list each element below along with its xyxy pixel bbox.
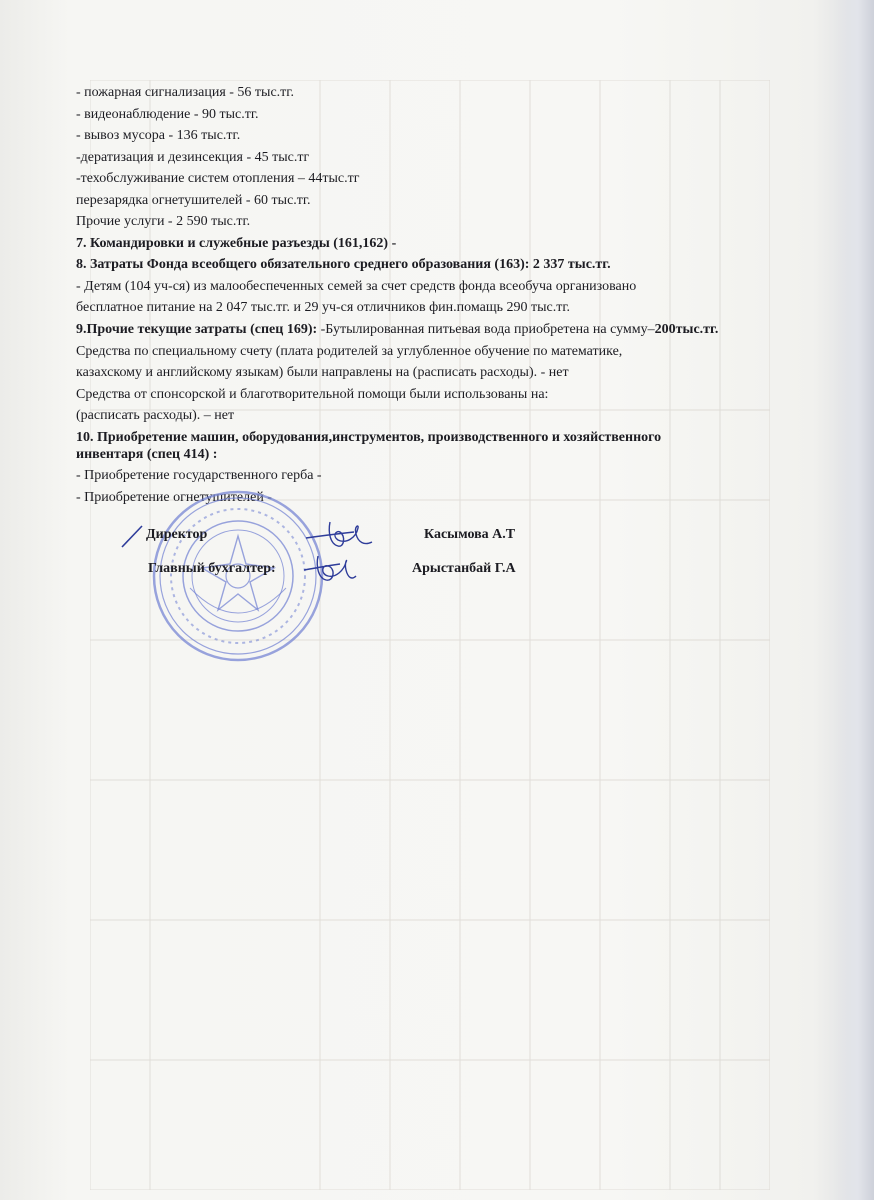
text-line-free-meals: бесплатное питание на 2 047 тыс.тг. и 29 уч-ся отличников фин.помащь 290 тыс.тг. (76, 300, 571, 315)
text-line-extinguishers: - Приобретение огнетушителей - (76, 490, 272, 505)
accountant-name: Арыстанбай Г.А (412, 561, 516, 576)
heading-business-trips: 7. Командировки и служебные разъезды (161,162) - (76, 236, 397, 251)
text-line-special-account: Средства по специальному счету (плата родителей за углубленное обучение по математике, (76, 344, 623, 359)
water-purchase-text: -Бутылированная питьевая вода приобретена на сумму– (320, 322, 655, 337)
heading-other-current-costs: 9.Прочие текущие затраты (спец 169): (76, 322, 321, 337)
director-label: Директор (146, 527, 208, 542)
text-line-heating: -техобслуживание систем отопления – 44тыс.тг (76, 171, 360, 186)
text-line-disinfection: -дератизация и дезинсекция - 45 тыс.тг (76, 150, 310, 165)
text-line-special-account-cont: казахскому и английскому языкам) были направлены на (расписать расходы). - нет (76, 365, 569, 380)
text-line-state-emblem: - Приобретение государственного герба - (76, 468, 322, 483)
heading-education-fund: 8. Затраты Фонда всеобщего обязательного среднего образования (163): 2 337 тыс.тг. (76, 257, 611, 272)
slash-mark (118, 523, 148, 554)
heading-equipment-cont: инвентаря (спец 414) : (76, 447, 218, 462)
slash-mark-glyph (118, 523, 148, 549)
text-line-other-services: Прочие услуги - 2 590 тыс.тг. (76, 214, 251, 229)
scan-edge-shadow (834, 0, 874, 1200)
accountant-signature (300, 548, 360, 588)
text-line-other-current-costs (76, 321, 718, 339)
text-line-sponsorship-cont: (расписать расходы). – нет (76, 408, 235, 423)
text-line-students-aid: - Детям (104 уч-ся) из малообеспеченных семей за счет средств фонда всеобуча организовано (76, 279, 637, 294)
water-purchase-amount: 200тыс.тг. (654, 322, 719, 337)
text-line-fire-alarm: - пожарная сигнализация - 56 тыс.тг. (76, 85, 294, 100)
text-line-extinguisher-refill: перезарядка огнетушителей - 60 тыс.тг. (76, 193, 311, 208)
heading-equipment: 10. Приобретение машин, оборудования,инструментов, производственного и хозяйственного (76, 430, 662, 445)
text-line-garbage: - вывоз мусора - 136 тыс.тг. (76, 128, 241, 143)
accountant-label: Главный бухгалтер: (148, 561, 276, 576)
text-line-sponsorship: Средства от спонсорской и благотворительной помощи были использованы на: (76, 387, 549, 402)
text-line-video: - видеонаблюдение - 90 тыс.тг. (76, 107, 259, 122)
director-name: Касымова А.Т (424, 527, 516, 542)
